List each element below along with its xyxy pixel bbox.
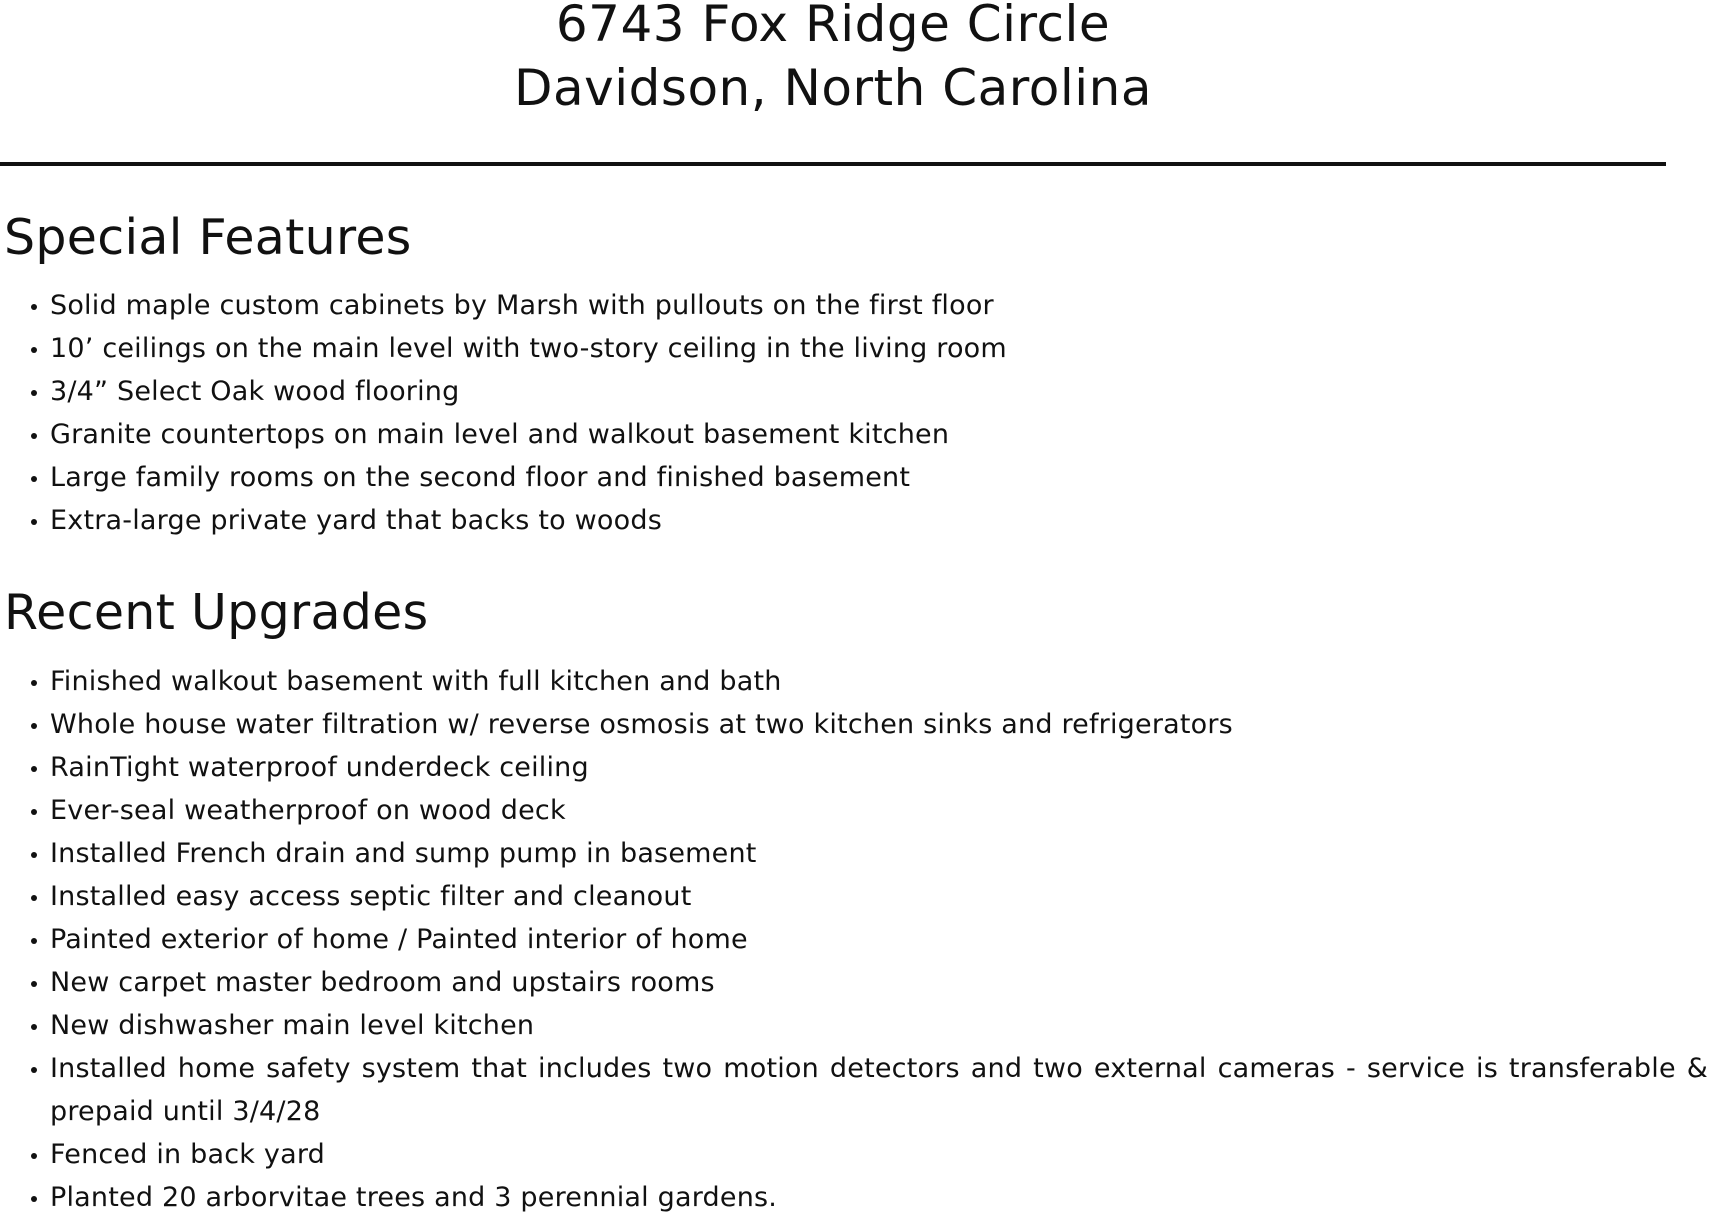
list-item: Painted exterior of home / Painted interior of home xyxy=(0,918,1708,961)
list-item: Whole house water filtration w/ reverse osmosis at two kitchen sinks and refrigerators xyxy=(0,703,1708,746)
special-features-heading: Special Features xyxy=(4,209,412,266)
list-item: Installed easy access septic filter and cleanout xyxy=(0,875,1708,918)
special-features-list xyxy=(0,284,1708,542)
address-street: 6743 Fox Ridge Circle xyxy=(555,0,1111,53)
list-item: Fenced in back yard xyxy=(0,1133,1708,1176)
header-divider xyxy=(0,162,1666,166)
list-item: Ever-seal weatherproof on wood deck xyxy=(0,789,1708,832)
list-item: RainTight waterproof underdeck ceiling xyxy=(0,746,1708,789)
list-item: Large family rooms on the second floor and finished basement xyxy=(0,456,1708,499)
list-item: Granite countertops on main level and walkout basement kitchen xyxy=(0,413,1708,456)
list-item: Planted 20 arborvitae trees and 3 perennial gardens. xyxy=(0,1176,1708,1219)
list-item: Solid maple custom cabinets by Marsh with pullouts on the first floor xyxy=(0,284,1708,327)
list-item: New dishwasher main level kitchen xyxy=(0,1004,1708,1047)
list-item: Installed French drain and sump pump in basement xyxy=(0,832,1708,875)
list-item: New carpet master bedroom and upstairs rooms xyxy=(0,961,1708,1004)
list-item: 3/4” Select Oak wood flooring xyxy=(0,370,1708,413)
recent-upgrades-heading: Recent Upgrades xyxy=(4,584,429,641)
list-item: Finished walkout basement with full kitchen and bath xyxy=(0,660,1708,703)
list-item: Extra-large private yard that backs to woods xyxy=(0,499,1708,542)
list-item: 10’ ceilings on the main level with two-story ceiling in the living room xyxy=(0,327,1708,370)
recent-upgrades-list xyxy=(0,660,1708,1219)
address-city-state: Davidson, North Carolina xyxy=(514,59,1152,117)
list-item: Installed home safety system that includes two motion detectors and two external cameras - service is transferable & prepaid until 3/4/28 xyxy=(0,1047,1708,1133)
property-address xyxy=(0,0,1666,120)
